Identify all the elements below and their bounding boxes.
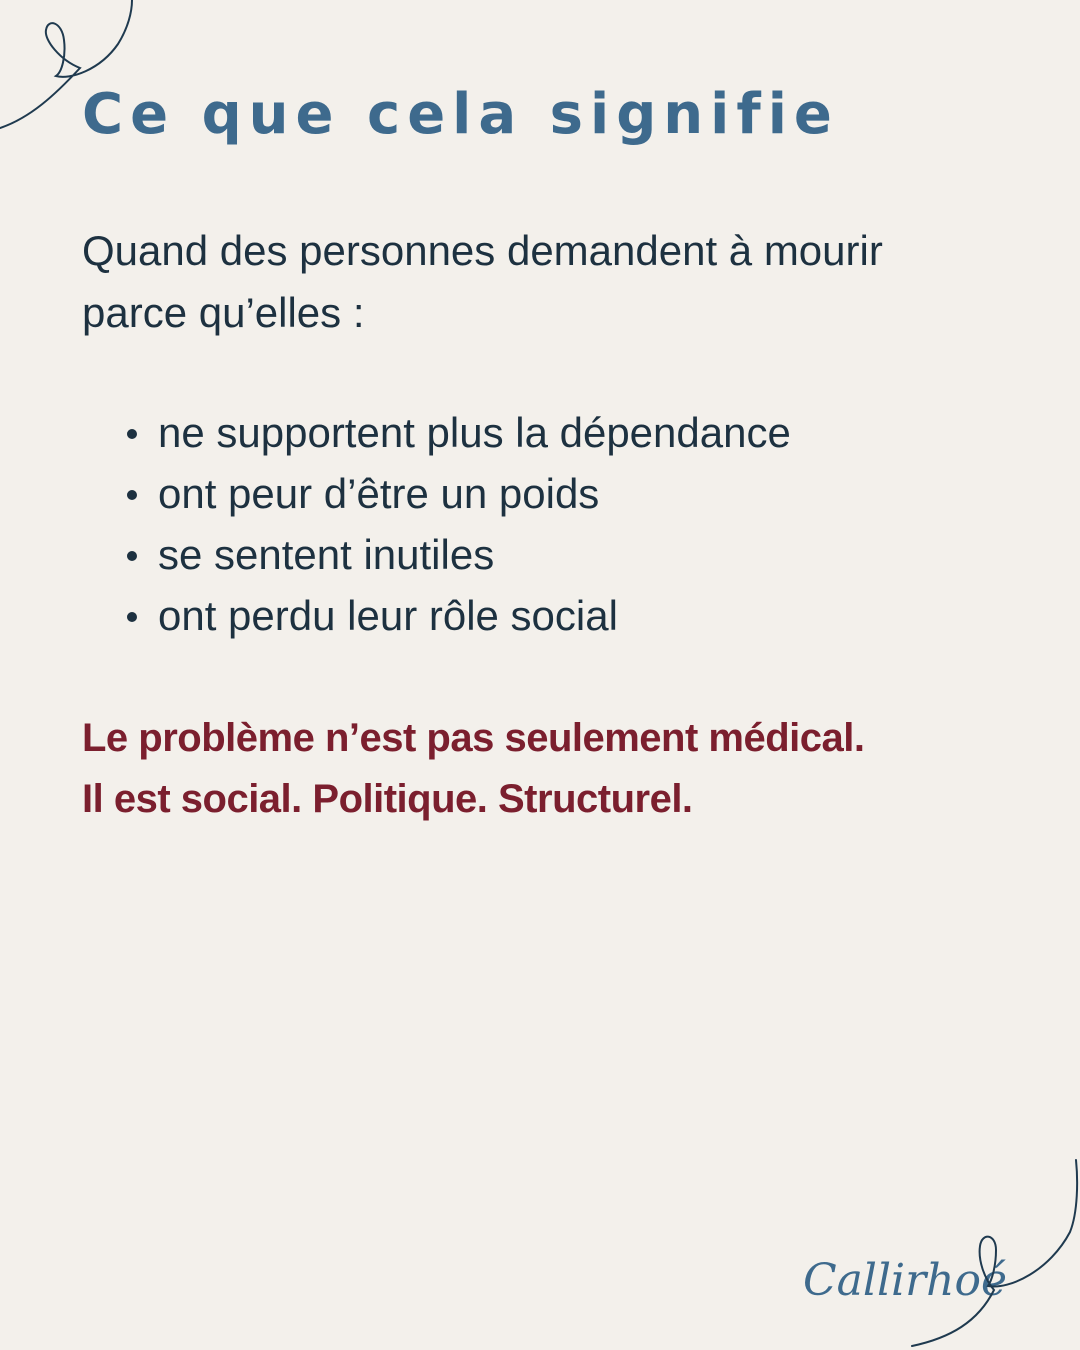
bullet-icon	[127, 551, 137, 561]
conclusion-line-2: Il est social. Politique. Structurel.	[82, 777, 693, 821]
list-item-text: se sentent inutiles	[158, 531, 495, 578]
page-title: Ce que cela signifie	[82, 82, 839, 147]
signature: Callirhoé	[803, 1255, 1008, 1306]
swirl-bottom-right-icon	[900, 1150, 1080, 1350]
list-item	[82, 585, 791, 646]
list-item	[82, 402, 791, 463]
reasons-list	[82, 402, 791, 646]
list-item-text: ont perdu leur rôle social	[158, 592, 618, 639]
list-item	[82, 524, 791, 585]
list-item-text: ne supportent plus la dépendance	[158, 409, 791, 456]
bullet-icon	[127, 429, 137, 439]
conclusion-line-1: Le problème n’est pas seulement médical.	[82, 716, 865, 760]
list-item	[82, 463, 791, 524]
conclusion-text	[82, 708, 865, 830]
list-item-text: ont peur d’être un poids	[158, 470, 600, 517]
intro-text: Quand des personnes demandent à mourir parce qu’elles :	[82, 227, 883, 336]
bullet-icon	[127, 490, 137, 500]
bullet-icon	[127, 612, 137, 622]
